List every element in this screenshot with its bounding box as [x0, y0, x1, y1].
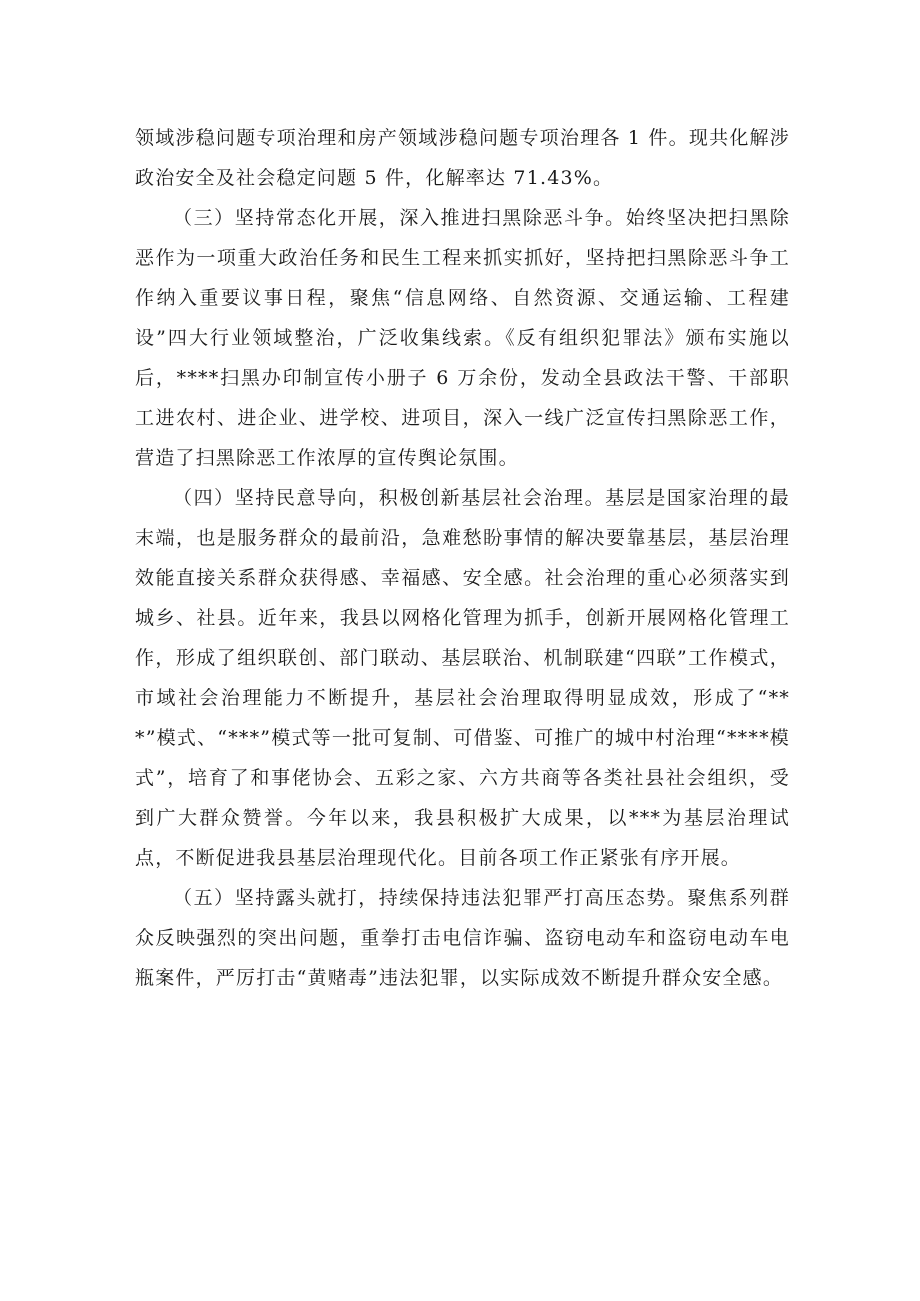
paragraph-section-three: （三）坚持常态化开展，深入推进扫黑除恶斗争。始终坚决把扫黑除恶作为一项重大政治任务和民生工程来抓实抓好，坚持把扫黑除恶斗争工作纳入重要议事日程，聚焦“信息网络、自然资源、交通运输、工程建设”四大行业领域整治，广泛收集线索。《反有组织犯罪法》颁布实施以后，****扫黑办印制宣传小册子 6 万余份，发动全县政法干警、干部职工进农村、进企业、进学校、进项目，深入一线广泛宣传扫黑除恶工作，营造了扫黑除恶工作浓厚的宣传舆论氛围。 — [135, 207, 790, 469]
paragraph-section-five: （五）坚持露头就打，持续保持违法犯罪严打高压态势。聚焦系列群众反映强烈的突出问题，重拳打击电信诈骗、盗窃电动车和盗窃电动车电瓶案件，严厉打击“黄赌毒”违法犯罪，以实际成效不断提升群众安全感。 — [135, 887, 790, 989]
paragraph-section-four: （四）坚持民意导向，积极创新基层社会治理。基层是国家治理的最末端，也是服务群众的最前沿，急难愁盼事情的解决要靠基层，基层治理效能直接关系群众获得感、幸福感、安全感。社会治理的重心必须落实到城乡、社县。近年来，我县以网格化管理为抓手，创新开展网格化管理工作，形成了组织联创、部门联动、基层联治、机制联建“四联”工作模式，市域社会治理能力不断提升，基层社会治理取得明显成效，形成了“***”模式、“***”模式等一批可复制、可借鉴、可推广的城中村治理“****模式”，培育了和事佬协会、五彩之家、六方共商等各类社县社会组织，受到广大群众赞誉。今年以来，我县积极扩大成果，以***为基层治理试点，不断促进我县基层治理现代化。目前各项工作正紧张有序开展。 — [135, 487, 790, 869]
paragraph-continuation: 领域涉稳问题专项治理和房产领域涉稳问题专项治理各 1 件。现共化解涉政治安全及社会稳定问题 5 件，化解率达 71.43%。 — [135, 127, 790, 189]
document-body — [135, 118, 790, 998]
